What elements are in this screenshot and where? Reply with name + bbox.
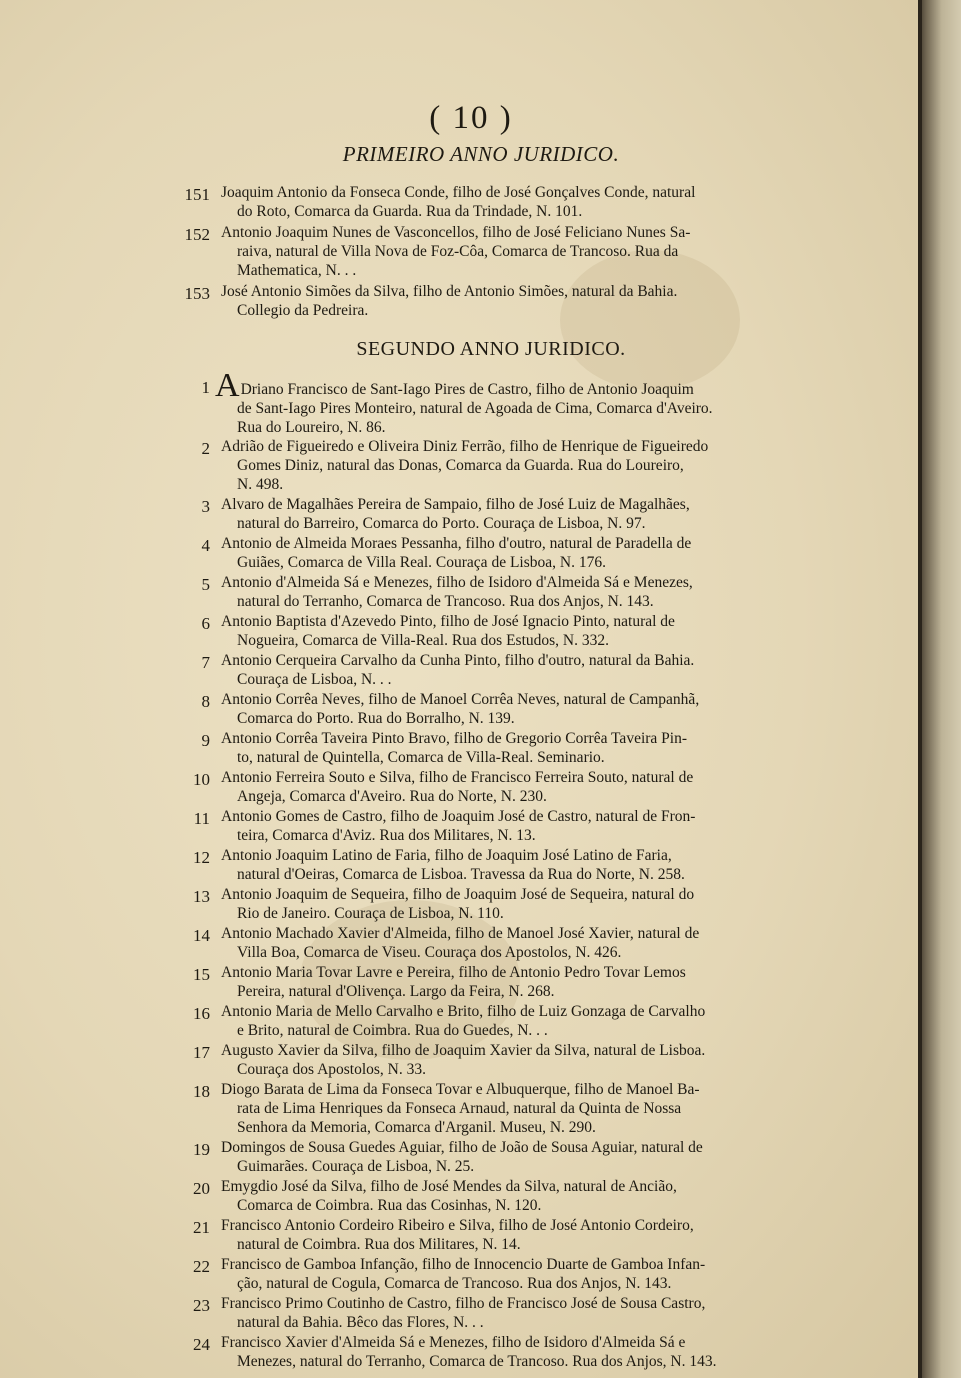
entry-line: Emygdio José da Silva, filho de José Mendes da Silva, natural de Ancião, bbox=[221, 1178, 677, 1195]
entry-text bbox=[221, 807, 803, 845]
entry-line: Domingos de Sousa Guedes Aguiar, filho de João de Sousa Aguiar, natural de bbox=[221, 1139, 703, 1156]
entry-line: Antonio Maria de Mello Carvalho e Brito, filho de Luiz Gonzaga de Carvalho bbox=[221, 1003, 706, 1020]
entry-line: Antonio Maria Tovar Lavre e Pereira, filho de Antonio Pedro Tovar Lemos bbox=[221, 964, 686, 981]
entry-line: Antonio de Almeida Moraes Pessanha, filho d'outro, natural de Paradella de bbox=[221, 535, 692, 552]
entry-number: 8 bbox=[201, 692, 210, 711]
entry-line: Guimarães. Couraça de Lisboa, N. 25. bbox=[237, 1158, 475, 1175]
entry-line: Antonio Gomes de Castro, filho de Joaquim José de Castro, natural de Fron- bbox=[221, 808, 696, 825]
entry-line: natural de Coimbra. Rua dos Militares, N. 14. bbox=[237, 1236, 521, 1253]
entry-number: 23 bbox=[193, 1296, 210, 1315]
entry-line: Senhora da Memoria, Comarca d'Arganil. Museu, N. 290. bbox=[237, 1119, 596, 1136]
entry-line: N. 498. bbox=[237, 476, 284, 493]
entry-text bbox=[221, 963, 803, 1001]
entry-text bbox=[221, 1177, 803, 1215]
entry-text bbox=[221, 690, 803, 728]
entry-line: Alvaro de Magalhães Pereira de Sampaio, filho de José Luiz de Magalhães, bbox=[221, 496, 690, 513]
entry-line: natural do Terranho, Comarca de Trancoso. Rua dos Anjos, N. 143. bbox=[237, 593, 654, 610]
entry-line: Couraça de Lisboa, N. . . bbox=[237, 671, 392, 688]
entry-line: Diogo Barata de Lima da Fonseca Tovar e Albuquerque, filho de Manoel Ba- bbox=[221, 1081, 700, 1098]
entry-text bbox=[221, 1294, 803, 1332]
entry-line: Joaquim Antonio da Fonseca Conde, filho de José Gonçalves Conde, natural bbox=[221, 184, 696, 201]
entry-line: ção, natural de Cogula, Comarca de Trancoso. Rua dos Anjos, N. 143. bbox=[237, 1275, 672, 1292]
entry-number: 11 bbox=[193, 809, 210, 828]
entry-line: Nogueira, Comarca de Villa-Real. Rua dos Estudos, N. 332. bbox=[237, 632, 609, 649]
entry-line: Antonio Joaquim de Sequeira, filho de Joaquim José de Sequeira, natural do bbox=[221, 886, 695, 903]
entry-line: Antonio Joaquim Latino de Faria, filho de Joaquim José Latino de Faria, bbox=[221, 847, 672, 864]
entry-text bbox=[221, 768, 803, 806]
entry-line: Comarca de Coimbra. Rua das Cosinhas, N. 120. bbox=[237, 1197, 542, 1214]
entry-number: 19 bbox=[193, 1140, 210, 1159]
entry-line: Adrião de Figueiredo e Oliveira Diniz Ferrão, filho de Henrique de Figueiredo bbox=[221, 438, 709, 455]
entry-line: Rio de Janeiro. Couraça de Lisboa, N. 110. bbox=[237, 905, 504, 922]
entry-number: 6 bbox=[201, 614, 210, 633]
entry-line: Antonio Corrêa Taveira Pinto Bravo, filho de Gregorio Corrêa Taveira Pin- bbox=[221, 730, 688, 747]
entry-line: Antonio Cerqueira Carvalho da Cunha Pinto, filho d'outro, natural da Bahia. bbox=[221, 652, 695, 669]
entry-text bbox=[221, 573, 803, 611]
entry-line: Comarca do Porto. Rua do Borralho, N. 139. bbox=[237, 710, 515, 727]
entry-text bbox=[221, 282, 803, 320]
entry-line: Gomes Diniz, natural das Donas, Comarca da Guarda. Rua do Loureiro, bbox=[237, 457, 684, 474]
entry-line: teira, Comarca d'Aviz. Rua dos Militares, N. 13. bbox=[237, 827, 536, 844]
entry-line: Antonio Machado Xavier d'Almeida, filho de Manoel José Xavier, natural de bbox=[221, 925, 700, 942]
entry-line: to, natural de Quintella, Comarca de Villa-Real. Seminario. bbox=[237, 749, 605, 766]
entry-line: Francisco de Gamboa Infanção, filho de Innocencio Duarte de Gamboa Infan- bbox=[221, 1256, 706, 1273]
entry-line: Antonio Baptista d'Azevedo Pinto, filho de José Ignacio Pinto, natural de bbox=[221, 613, 675, 630]
page-number: ( 10 ) bbox=[429, 100, 513, 136]
entry-number: 24 bbox=[193, 1335, 210, 1354]
entry-number: 17 bbox=[193, 1043, 210, 1062]
entry-line: natural d'Oeiras, Comarca de Lisboa. Travessa da Rua do Norte, N. 258. bbox=[237, 866, 685, 883]
entry-line: do Roto, Comarca da Guarda. Rua da Trindade, N. 101. bbox=[237, 203, 583, 220]
entry-number: 152 bbox=[184, 225, 210, 244]
entry-text bbox=[221, 1333, 803, 1371]
entry-line: rata de Lima Henriques da Fonseca Arnaud, natural da Quinta de Nossa bbox=[237, 1100, 682, 1117]
section-title-segundo: SEGUNDO ANNO JURIDICO. bbox=[356, 338, 626, 360]
binding-edge bbox=[918, 0, 922, 1378]
entry-line: de Sant-Iago Pires Monteiro, natural de Agoada de Cima, Comarca d'Aveiro. bbox=[237, 400, 713, 417]
entry-line: Antonio d'Almeida Sá e Menezes, filho de Isidoro d'Almeida Sá e Menezes, bbox=[221, 574, 693, 591]
entry-number: 22 bbox=[193, 1257, 210, 1276]
entry-line: José Antonio Simões da Silva, filho de Antonio Simões, natural da Bahia. bbox=[221, 283, 678, 300]
entry-text bbox=[221, 183, 803, 221]
entry-text bbox=[221, 437, 803, 494]
entry-line: Augusto Xavier da Silva, filho de Joaquim Xavier da Silva, natural de Lisboa. bbox=[221, 1042, 706, 1059]
entry-text bbox=[221, 1138, 803, 1176]
entry-text bbox=[221, 1080, 803, 1137]
drop-capital: A bbox=[215, 367, 240, 404]
entry-line: Menezes, natural do Terranho, Comarca de Trancoso. Rua dos Anjos, N. 143. bbox=[237, 1353, 717, 1370]
entry-line: Antonio Joaquim Nunes de Vasconcellos, filho de José Feliciano Nunes Sa- bbox=[221, 224, 691, 241]
entry-number: 14 bbox=[193, 926, 210, 945]
entry-text bbox=[221, 534, 803, 572]
entry-text bbox=[221, 1041, 803, 1079]
entry-text bbox=[221, 1002, 803, 1040]
entry-line: Couraça dos Apostolos, N. 33. bbox=[237, 1061, 427, 1078]
binding-gutter bbox=[918, 0, 961, 1378]
entry-line: Pereira, natural d'Olivença. Largo da Feira, N. 268. bbox=[237, 983, 555, 1000]
entry-line-rest: Driano Francisco de Sant-Iago Pires de Castro, filho de Antonio Joaquim bbox=[240, 381, 694, 398]
entry-number: 1 bbox=[201, 378, 210, 397]
entry-number: 3 bbox=[201, 497, 210, 516]
entry-text bbox=[221, 495, 803, 533]
entry-number: 21 bbox=[193, 1218, 210, 1237]
entry-line: Antonio Corrêa Neves, filho de Manoel Corrêa Neves, natural de Campanhã, bbox=[221, 691, 700, 708]
entry-line: Francisco Antonio Cordeiro Ribeiro e Silva, filho de José Antonio Cordeiro, bbox=[221, 1217, 694, 1234]
entry-number: 7 bbox=[201, 653, 210, 672]
entry-line: raiva, natural de Villa Nova de Foz-Côa, Comarca de Trancoso. Rua da bbox=[237, 243, 679, 260]
entry-number: 13 bbox=[193, 887, 210, 906]
entry-number: 9 bbox=[201, 731, 210, 750]
entry-line: Villa Boa, Comarca de Viseu. Couraça dos Apostolos, N. 426. bbox=[237, 944, 622, 961]
entry-line: Francisco Xavier d'Almeida Sá e Menezes, filho de Isidoro d'Almeida Sá e bbox=[221, 1334, 686, 1351]
entry-number: 15 bbox=[193, 965, 210, 984]
entry-number: 5 bbox=[201, 575, 210, 594]
entry-number: 151 bbox=[184, 185, 210, 204]
entry-line: Guiães, Comarca de Villa Real. Couraça de Lisboa, N. 176. bbox=[237, 554, 606, 571]
entry-number: 20 bbox=[193, 1179, 210, 1198]
section-title-primeiro: PRIMEIRO ANNO JURIDICO. bbox=[342, 142, 620, 166]
entry-number: 16 bbox=[193, 1004, 210, 1023]
entry-line: Mathematica, N. . . bbox=[237, 262, 357, 279]
entry-line: Rua do Loureiro, N. 86. bbox=[237, 419, 386, 436]
entry-line: Angeja, Comarca d'Aveiro. Rua do Norte, N. 230. bbox=[237, 788, 547, 805]
entry-number: 4 bbox=[201, 536, 210, 555]
entry-text bbox=[221, 885, 803, 923]
entry-line: Francisco Primo Coutinho de Castro, filho de Francisco José de Sousa Castro, bbox=[221, 1295, 706, 1312]
entry-text bbox=[221, 1255, 803, 1293]
entry-text bbox=[221, 846, 803, 884]
entry-line: Collegio da Pedreira. bbox=[237, 302, 369, 319]
entry-text bbox=[221, 1216, 803, 1254]
entry-number: 12 bbox=[193, 848, 210, 867]
entry-line: natural da Bahia. Bêco das Flores, N. . . bbox=[237, 1314, 484, 1331]
entry-text bbox=[215, 367, 803, 437]
entry-text bbox=[221, 651, 803, 689]
entry-line: natural do Barreiro, Comarca do Porto. Couraça de Lisboa, N. 97. bbox=[237, 515, 646, 532]
entry-text bbox=[221, 612, 803, 650]
entry-line: e Brito, natural de Coimbra. Rua do Guedes, N. . . bbox=[237, 1022, 548, 1039]
entry-number: 10 bbox=[193, 770, 210, 789]
entry-number: 18 bbox=[193, 1082, 210, 1101]
entry-text bbox=[221, 924, 803, 962]
entry-number: 153 bbox=[184, 284, 210, 303]
entry-text bbox=[221, 729, 803, 767]
entry-line: Antonio Ferreira Souto e Silva, filho de Francisco Ferreira Souto, natural de bbox=[221, 769, 694, 786]
entry-number: 2 bbox=[201, 439, 210, 458]
entry-text bbox=[221, 223, 803, 280]
entry-line bbox=[215, 367, 803, 404]
